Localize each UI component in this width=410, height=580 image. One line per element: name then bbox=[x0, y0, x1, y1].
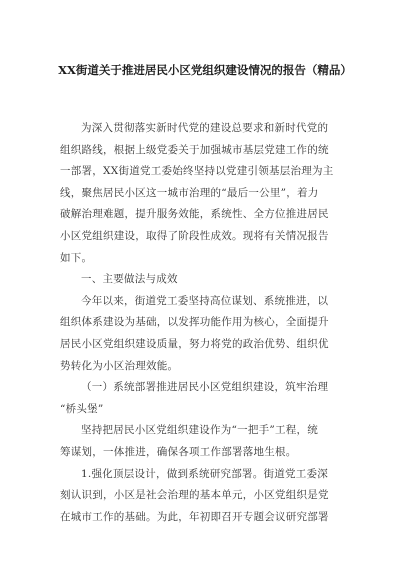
paragraph-line: 小区党组织建设，取得了阶段性成效。现将有关情况报告 bbox=[60, 229, 329, 242]
paragraph-line: 在城市工作的基础。为此，年初即召开专题会议研究部署 bbox=[60, 510, 329, 523]
paragraph-line: 今年以来，街道党工委坚持高位谋划、系统推进，以 bbox=[81, 294, 329, 307]
paragraph-line: 如下。 bbox=[60, 251, 93, 264]
paragraph-line: 组织路线，根据上级党委关于加强城市基层党建工作的统 bbox=[60, 143, 329, 156]
paragraph-line: 组织体系建设为基础，以发挥功能作用为核心，全面提升 bbox=[60, 316, 329, 329]
paragraph-line: 坚持把居民小区党组织建设作为“一把手”工程，统 bbox=[81, 424, 318, 437]
paragraph-line: 为深入贯彻落实新时代党的建设总要求和新时代党的 bbox=[81, 122, 329, 134]
paragraph-line: 1.强化顶层设计，做到系统研究部署。街道党工委深 bbox=[81, 467, 329, 480]
paragraph-line: 势转化为小区治理效能。 bbox=[60, 359, 179, 372]
section-heading: 一、主要做法与成效 bbox=[81, 273, 178, 286]
document-title: XX街道关于推进居民小区党组织建设情况的报告（精品） bbox=[58, 63, 352, 77]
subsection-heading: （一）系统部署推进居民小区党组织建设，筑牢治理 bbox=[81, 381, 329, 394]
document-body bbox=[60, 118, 358, 528]
paragraph-line: 破解治理难题，提升服务效能，系统性、全方位推进居民 bbox=[60, 208, 329, 221]
paragraph-line: 筹谋划，一体推进，确保各项工作部署落地生根。 bbox=[60, 445, 297, 458]
paragraph-line: 居民小区党组织建设质量，努力将党的政治优势、组织优 bbox=[60, 337, 329, 350]
paragraph-line: 一部署，XX街道党工委始终坚持以党建引领基层治理为主 bbox=[60, 165, 334, 178]
paragraph-line: 线，聚焦居民小区这一城市治理的“最后一公里”，着力 bbox=[60, 186, 319, 199]
paragraph-line: 刻认识到，小区是社会治理的基本单元，小区党组织是党 bbox=[60, 489, 329, 502]
subsection-heading-continued: “桥头堡” bbox=[60, 402, 104, 415]
